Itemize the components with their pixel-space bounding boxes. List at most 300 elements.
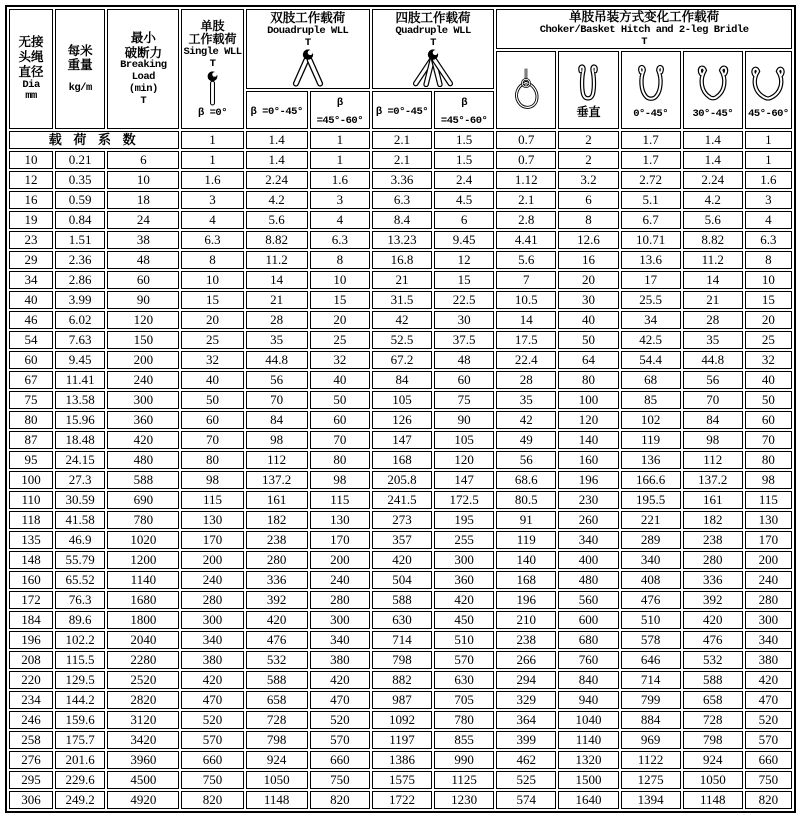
cell: 24.15 — [55, 451, 105, 469]
cell: 1040 — [558, 711, 618, 729]
cell: 1050 — [246, 771, 308, 789]
cell: 1680 — [107, 591, 179, 609]
table-row — [9, 751, 792, 769]
cell: 21 — [683, 291, 743, 309]
table-row — [9, 191, 792, 209]
cell: 130 — [310, 511, 370, 529]
cell: 112 — [683, 451, 743, 469]
table-row — [9, 291, 792, 309]
cell: 30.59 — [55, 491, 105, 509]
cell: 1.6 — [310, 171, 370, 189]
cell: 67 — [9, 371, 53, 389]
cell: 30 — [434, 311, 494, 329]
cell: 289 — [621, 531, 681, 549]
cell: 940 — [558, 691, 618, 709]
cell: 2.72 — [621, 171, 681, 189]
wll-table — [5, 5, 796, 813]
cell: 1122 — [621, 751, 681, 769]
cell: 21 — [372, 271, 432, 289]
cell: 588 — [372, 591, 432, 609]
col-header-basket-vertical — [558, 51, 618, 129]
cell: 1.7 — [621, 151, 681, 169]
cell: 144.2 — [55, 691, 105, 709]
cell: 658 — [683, 691, 743, 709]
single-zh-2: 工作载荷 — [188, 32, 237, 47]
cell: 2 — [558, 151, 618, 169]
cell: 28 — [683, 311, 743, 329]
cell: 4.2 — [683, 191, 743, 209]
cell: 525 — [496, 771, 556, 789]
cell: 6 — [107, 151, 179, 169]
cell: 1020 — [107, 531, 179, 549]
cell: 1575 — [372, 771, 432, 789]
cell: 240 — [181, 571, 243, 589]
cell: 16 — [558, 251, 618, 269]
cell: 80 — [181, 451, 243, 469]
cell: 510 — [621, 611, 681, 629]
double-en: Douadruple WLL — [267, 24, 349, 37]
cell: 115 — [181, 491, 243, 509]
cell: 884 — [621, 711, 681, 729]
cell: 119 — [496, 531, 556, 549]
cell: 0.7 — [496, 151, 556, 169]
cell: 750 — [310, 771, 370, 789]
cell: 855 — [434, 731, 494, 749]
cell: 31.5 — [372, 291, 432, 309]
hitch-en: Choker/Basket Hitch and 2-leg Bridle — [539, 23, 749, 36]
dia-zh-3: 直径 — [18, 64, 44, 79]
cell: 3120 — [107, 711, 179, 729]
cell: 340 — [621, 551, 681, 569]
cell: 200 — [107, 351, 179, 369]
cell: 196 — [9, 631, 53, 649]
cell: 400 — [558, 551, 618, 569]
cell: 520 — [745, 711, 792, 729]
cell: 60 — [434, 371, 494, 389]
cell: 520 — [181, 711, 243, 729]
cell: 19 — [9, 211, 53, 229]
cell: 462 — [496, 751, 556, 769]
table-row — [9, 251, 792, 269]
basket-45-60-label: 45°-60° — [748, 108, 789, 121]
cell: 147 — [372, 431, 432, 449]
cell: 300 — [107, 391, 179, 409]
cell: 64 — [558, 351, 618, 369]
cell: 102 — [621, 411, 681, 429]
cell: 54.4 — [621, 351, 681, 369]
cell: 4 — [181, 211, 243, 229]
cell: 690 — [107, 491, 179, 509]
table-row — [9, 391, 792, 409]
cell: 6.3 — [745, 231, 792, 249]
cell: 510 — [434, 631, 494, 649]
cell: 1148 — [246, 791, 308, 809]
cell: 41.58 — [55, 511, 105, 529]
cell: 32 — [310, 351, 370, 369]
cell: 168 — [496, 571, 556, 589]
cell: 1.51 — [55, 231, 105, 249]
cell: 1386 — [372, 751, 432, 769]
cell: 100 — [9, 471, 53, 489]
cell: 12 — [9, 171, 53, 189]
table-row — [9, 651, 792, 669]
table-row — [9, 571, 792, 589]
cell: 2.4 — [434, 171, 494, 189]
cell: 220 — [9, 671, 53, 689]
cell: 2.24 — [246, 171, 308, 189]
cell: 680 — [558, 631, 618, 649]
cell: 60 — [310, 411, 370, 429]
cell: 98 — [181, 471, 243, 489]
cell: 470 — [181, 691, 243, 709]
cell: 1.4 — [246, 151, 308, 169]
cell: 70 — [181, 431, 243, 449]
quad-beta2-header: β =45°-60° — [434, 91, 494, 129]
cell: 760 — [558, 651, 618, 669]
cell: 266 — [496, 651, 556, 669]
cell: 380 — [181, 651, 243, 669]
cell: 630 — [434, 671, 494, 689]
cell: 68 — [621, 371, 681, 389]
cell: 118 — [9, 511, 53, 529]
cell: 75 — [9, 391, 53, 409]
cell: 234 — [9, 691, 53, 709]
cell: 6.3 — [372, 191, 432, 209]
weight-unit: kg/m — [68, 82, 92, 94]
cell: 175.7 — [55, 731, 105, 749]
cell: 161 — [246, 491, 308, 509]
cell: 420 — [745, 671, 792, 689]
cell: 1140 — [558, 731, 618, 749]
cell: 46 — [9, 311, 53, 329]
cell: 34 — [9, 271, 53, 289]
cell: 14 — [496, 311, 556, 329]
table-row — [9, 331, 792, 349]
cell: 840 — [558, 671, 618, 689]
cell: 329 — [496, 691, 556, 709]
cell: 126 — [372, 411, 432, 429]
cell: 2.86 — [55, 271, 105, 289]
cell: 660 — [310, 751, 370, 769]
cell: 340 — [558, 531, 618, 549]
cell: 3 — [745, 191, 792, 209]
cell: 56 — [683, 371, 743, 389]
cell: 10 — [181, 271, 243, 289]
cell: 15 — [181, 291, 243, 309]
cell: 4.2 — [246, 191, 308, 209]
cell: 6.3 — [181, 231, 243, 249]
cell: 380 — [745, 651, 792, 669]
cell: 15 — [745, 291, 792, 309]
cell: 184 — [9, 611, 53, 629]
cell: 280 — [683, 551, 743, 569]
cell: 294 — [496, 671, 556, 689]
cell: 1200 — [107, 551, 179, 569]
cell: 1 — [310, 131, 370, 149]
cell: 420 — [181, 671, 243, 689]
cell: 11.2 — [683, 251, 743, 269]
cell: 714 — [372, 631, 432, 649]
cell: 29 — [9, 251, 53, 269]
cell: 91 — [496, 511, 556, 529]
cell: 95 — [9, 451, 53, 469]
cell: 136 — [621, 451, 681, 469]
basket-30-45-icon — [692, 62, 734, 108]
cell: 159.6 — [55, 711, 105, 729]
cell: 357 — [372, 531, 432, 549]
cell: 588 — [683, 671, 743, 689]
cell: 135 — [9, 531, 53, 549]
cell: 70 — [683, 391, 743, 409]
cell: 229.6 — [55, 771, 105, 789]
cell: 90 — [107, 291, 179, 309]
cell: 200 — [310, 551, 370, 569]
table-row — [9, 451, 792, 469]
cell: 210 — [496, 611, 556, 629]
cell: 18.48 — [55, 431, 105, 449]
cell: 172 — [9, 591, 53, 609]
cell: 10 — [310, 271, 370, 289]
cell: 0.84 — [55, 211, 105, 229]
cell: 238 — [683, 531, 743, 549]
table-row — [9, 631, 792, 649]
cell: 3 — [181, 191, 243, 209]
table-row — [9, 491, 792, 509]
cell: 48 — [107, 251, 179, 269]
basket-vertical-icon — [567, 62, 609, 106]
cell: 820 — [310, 791, 370, 809]
cell: 3420 — [107, 731, 179, 749]
table-row — [9, 471, 792, 489]
cell: 105 — [372, 391, 432, 409]
cell: 115.5 — [55, 651, 105, 669]
col-header-basket-45-60 — [745, 51, 792, 129]
table-row — [9, 771, 792, 789]
cell: 380 — [310, 651, 370, 669]
cell: 3960 — [107, 751, 179, 769]
cell: 924 — [246, 751, 308, 769]
single-beta-label: β =0° — [197, 106, 227, 119]
cell: 280 — [181, 591, 243, 609]
double-zh: 双肢工作载荷 — [270, 11, 346, 25]
cell: 276 — [9, 751, 53, 769]
table-row — [9, 371, 792, 389]
cell: 646 — [621, 651, 681, 669]
cell: 68.6 — [496, 471, 556, 489]
cell: 570 — [434, 651, 494, 669]
cell: 420 — [683, 611, 743, 629]
cell: 85 — [621, 391, 681, 409]
cell: 201.6 — [55, 751, 105, 769]
cell: 3.99 — [55, 291, 105, 309]
cell: 18 — [107, 191, 179, 209]
cell: 40 — [745, 371, 792, 389]
cell: 480 — [558, 571, 618, 589]
cell: 399 — [496, 731, 556, 749]
quad-en: Quadruple WLL — [395, 24, 471, 37]
cell: 148 — [9, 551, 53, 569]
col-header-quadruple-wll — [372, 9, 494, 89]
cell: 20 — [310, 311, 370, 329]
cell: 0.7 — [496, 131, 556, 149]
table-row — [9, 791, 792, 809]
cell: 8.82 — [683, 231, 743, 249]
cell: 798 — [372, 651, 432, 669]
cell: 10.5 — [496, 291, 556, 309]
cell: 240 — [107, 371, 179, 389]
cell: 392 — [246, 591, 308, 609]
cell: 574 — [496, 791, 556, 809]
cell: 105 — [434, 431, 494, 449]
cell: 420 — [107, 431, 179, 449]
cell: 13.6 — [621, 251, 681, 269]
cell: 40 — [181, 371, 243, 389]
cell: 240 — [310, 571, 370, 589]
dia-unit: mm — [25, 90, 37, 103]
cell: 2.1 — [372, 131, 432, 149]
cell: 1500 — [558, 771, 618, 789]
cell: 8 — [558, 211, 618, 229]
cell: 1394 — [621, 791, 681, 809]
cell: 172.5 — [434, 491, 494, 509]
load-factor-label: 载 荷 系 数 — [9, 131, 179, 149]
cell: 476 — [246, 631, 308, 649]
cell: 2.1 — [372, 151, 432, 169]
cell: 14 — [683, 271, 743, 289]
cell: 300 — [745, 611, 792, 629]
cell: 80.5 — [496, 491, 556, 509]
cell: 1722 — [372, 791, 432, 809]
cell: 240 — [745, 571, 792, 589]
col-header-choker — [496, 51, 556, 129]
cell: 3 — [310, 191, 370, 209]
cell: 98 — [683, 431, 743, 449]
cell: 450 — [434, 611, 494, 629]
cell: 60 — [9, 351, 53, 369]
col-header-weight — [55, 9, 105, 129]
cell: 34 — [621, 311, 681, 329]
cell: 70 — [310, 431, 370, 449]
cell: 168 — [372, 451, 432, 469]
cell: 5.1 — [621, 191, 681, 209]
double-t: T — [304, 36, 311, 49]
cell: 924 — [683, 751, 743, 769]
cell: 249.2 — [55, 791, 105, 809]
cell: 780 — [434, 711, 494, 729]
basket-vertical-label: 垂直 — [576, 105, 601, 120]
cell: 238 — [496, 631, 556, 649]
cell: 1 — [181, 131, 243, 149]
weight-zh-1: 每米 — [67, 43, 93, 58]
single-leg-sling-icon — [205, 71, 220, 107]
cell: 16.8 — [372, 251, 432, 269]
cell: 40 — [9, 291, 53, 309]
cell: 182 — [683, 511, 743, 529]
cell: 0.21 — [55, 151, 105, 169]
cell: 32 — [181, 351, 243, 369]
cell: 50 — [181, 391, 243, 409]
cell: 50 — [310, 391, 370, 409]
cell: 300 — [434, 551, 494, 569]
four-leg-sling-icon — [408, 49, 458, 87]
table-row — [9, 411, 792, 429]
table-row — [9, 151, 792, 169]
cell: 130 — [181, 511, 243, 529]
cell: 1.4 — [683, 131, 743, 149]
table-row — [9, 611, 792, 629]
cell: 728 — [683, 711, 743, 729]
cell: 15.96 — [55, 411, 105, 429]
cell: 120 — [434, 451, 494, 469]
cell: 4.41 — [496, 231, 556, 249]
cell: 90 — [434, 411, 494, 429]
table-row — [9, 671, 792, 689]
dia-zh-2: 头绳 — [18, 50, 44, 64]
cell: 280 — [745, 591, 792, 609]
cell: 7 — [496, 271, 556, 289]
two-leg-sling-icon — [286, 49, 330, 87]
basket-0-45-icon — [630, 62, 672, 108]
breaking-en-3: (min) — [128, 82, 158, 95]
cell: 4920 — [107, 791, 179, 809]
cell: 17.5 — [496, 331, 556, 349]
cell: 238 — [246, 531, 308, 549]
cell: 246 — [9, 711, 53, 729]
cell: 44.8 — [683, 351, 743, 369]
cell: 170 — [745, 531, 792, 549]
cell: 660 — [745, 751, 792, 769]
cell: 2040 — [107, 631, 179, 649]
cell: 110 — [9, 491, 53, 509]
cell: 0.35 — [55, 171, 105, 189]
cell: 570 — [181, 731, 243, 749]
cell: 25 — [745, 331, 792, 349]
cell: 364 — [496, 711, 556, 729]
cell: 30 — [558, 291, 618, 309]
cell: 25 — [310, 331, 370, 349]
cell: 8.4 — [372, 211, 432, 229]
cell: 705 — [434, 691, 494, 709]
quad-zh: 四肢工作载荷 — [395, 11, 471, 25]
cell: 750 — [181, 771, 243, 789]
cell: 476 — [683, 631, 743, 649]
cell: 98 — [310, 471, 370, 489]
cell: 660 — [181, 751, 243, 769]
cell: 52.5 — [372, 331, 432, 349]
cell: 408 — [621, 571, 681, 589]
single-t: T — [209, 57, 216, 70]
cell: 40 — [558, 311, 618, 329]
breaking-en-1: Breaking — [120, 59, 167, 72]
choker-hitch-icon — [512, 62, 540, 120]
load-factor-row — [9, 131, 792, 149]
cell: 196 — [496, 591, 556, 609]
hitch-zh: 单肢吊装方式变化工作载荷 — [569, 10, 720, 24]
cell: 196 — [558, 471, 618, 489]
cell: 570 — [310, 731, 370, 749]
cell: 3.2 — [558, 171, 618, 189]
cell: 89.6 — [55, 611, 105, 629]
cell: 241.5 — [372, 491, 432, 509]
cell: 2.1 — [496, 191, 556, 209]
cell: 160 — [9, 571, 53, 589]
cell: 23 — [9, 231, 53, 249]
cell: 799 — [621, 691, 681, 709]
cell: 50 — [745, 391, 792, 409]
cell: 9.45 — [434, 231, 494, 249]
cell: 84 — [683, 411, 743, 429]
cell: 11.41 — [55, 371, 105, 389]
